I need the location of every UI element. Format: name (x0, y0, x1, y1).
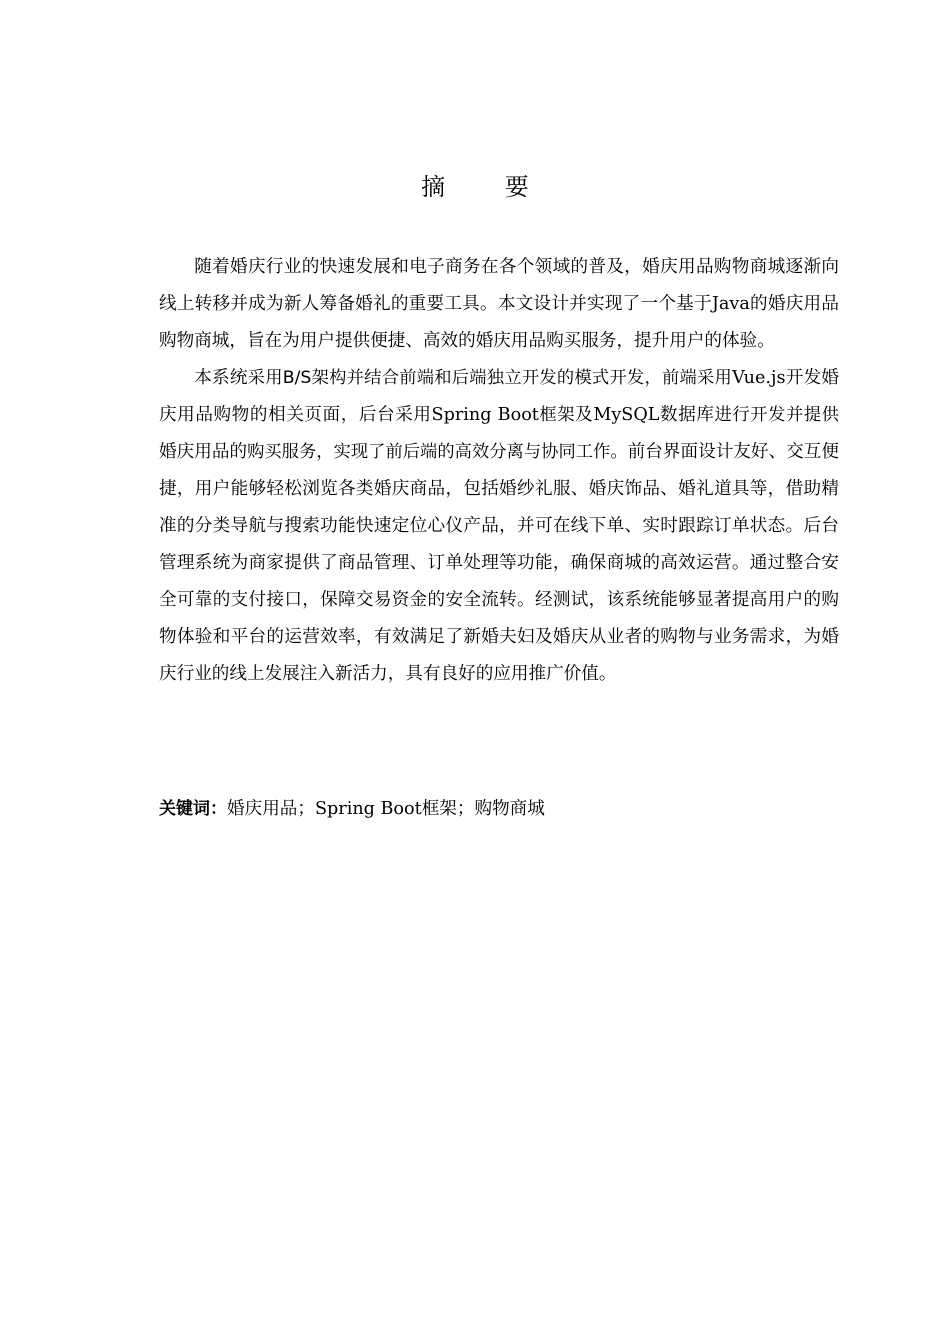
paragraph-2-segment: 进行开发并提供 (714, 405, 839, 425)
keywords-line (159, 792, 839, 826)
paragraph-2-segment: 本系统 (194, 368, 248, 388)
paragraph-2-segment: 前台界面设计友好、交互便捷，用户能够轻松浏览各类婚庆商品，包括婚纱礼服、婚庆饰品、婚礼道具等，借助精准的分类导航与搜索功能快速定位心仪产品，并可在线下单、实时跟踪订单状态。后台管理系统为商家提供了商品管理、订单处理等功能，确保商城的高效运营。通过整合安全可靠的支付接口，保障交易资金的安全流转。经测试，该系统能够显著提高用户的购物体验和平台的运营效率，有效满足了新婚夫妇及婚庆从业者的购物与业务需求，为婚庆行业的线上发展注入新活力，具有良好的应用推广价值。 (159, 442, 839, 684)
paragraph-2-segment: 购买服务，实现了前后端的高效分离与协同工作。 (247, 442, 628, 462)
paragraph-2-segment: 框架 (538, 405, 576, 425)
paragraph-2-segment: 采用B/S架构并结合前端和后端独立开发的模式开发，前端采用 (247, 368, 733, 388)
paragraph-2-segment: Vue.js开发婚庆用品购物的相关页面，后台采用Spring Boot (159, 368, 839, 425)
abstract-paragraph-2 (159, 360, 839, 693)
abstract-paragraph-1: 随着婚庆行业的快速发展和电子商务在各个领域的普及，婚庆用品购物商城逐渐向线上转移并成为新人筹备婚礼的重要工具。本文设计并实现了一个基于Java的婚庆用品购物商城，旨在为用户提供便捷、高效的婚庆用品购买服务，提升用户的体验。 (159, 257, 839, 351)
keywords-value: 婚庆用品；Spring Boot框架；购物商城 (227, 799, 545, 819)
abstract-title: 摘 要 (421, 173, 555, 201)
keywords-label: 关键词： (159, 799, 227, 819)
paragraph-2-segment: 及MySQL数据库 (575, 405, 715, 425)
paragraph-2-segment: 婚庆用品的 (159, 442, 248, 462)
abstract-body (159, 249, 839, 693)
